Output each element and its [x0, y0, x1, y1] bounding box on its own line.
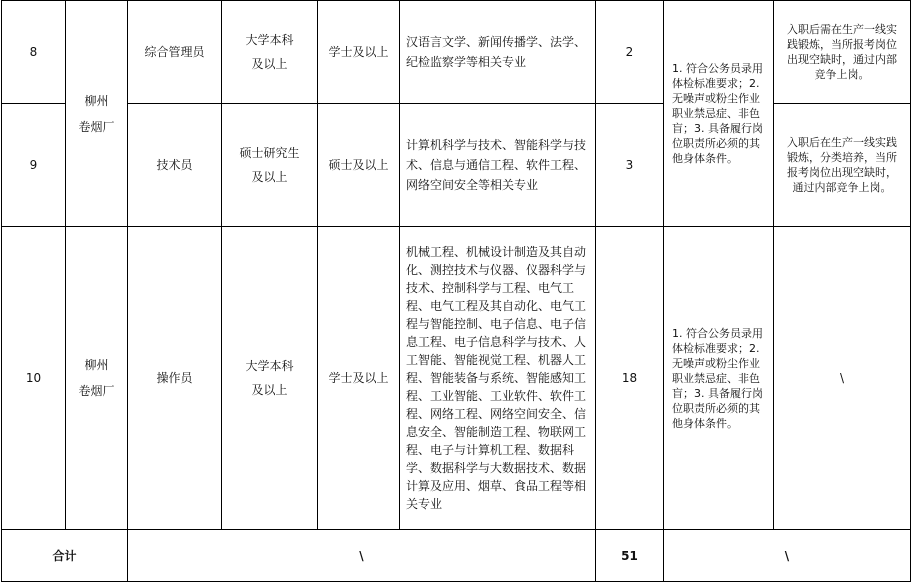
- post-name: 操作员: [128, 227, 222, 530]
- education-requirement: 硕士研究生 及以上: [222, 104, 318, 227]
- total-row: [2, 530, 911, 582]
- major-requirement: 汉语言文学、新闻传播学、法学、纪检监察学等相关专业: [400, 1, 596, 104]
- education-requirement: 大学本科 及以上: [222, 227, 318, 530]
- row-number: 8: [2, 1, 66, 104]
- unit-cell: 柳州 卷烟厂: [66, 1, 128, 227]
- remark: 入职后需在生产一线实践锻炼，当所报考岗位出现空缺时，通过内部竞争上岗。: [774, 1, 911, 104]
- post-name: 综合管理员: [128, 1, 222, 104]
- row-number: 9: [2, 104, 66, 227]
- unit-cell: 柳州 卷烟厂: [66, 227, 128, 530]
- post-name: 技术员: [128, 104, 222, 227]
- degree-requirement: 学士及以上: [318, 227, 400, 530]
- degree-requirement: 硕士及以上: [318, 104, 400, 227]
- hiring-count: 2: [596, 1, 664, 104]
- hiring-count: 3: [596, 104, 664, 227]
- total-rest: \: [664, 530, 911, 582]
- recruitment-table: [1, 0, 911, 582]
- education-requirement: 大学本科 及以上: [222, 1, 318, 104]
- major-requirement: 机械工程、机械设计制造及其自动化、测控技术与仪器、仪器科学与技术、控制科学与工程、电气工程、电气工程及其自动化、电气工程与智能控制、电子信息、电子信息工程、电子信息科学与技术、人工智能、智能视觉工程、机器人工程、智能装备与系统、智能感知工程、工业智能、工业软件、软件工程、网络工程、网络空间安全、信息安全、智能制造工程、物联网工程、电子与计算机工程、数据科学、数据科学与大数据技术、数据计算及应用、烟草、食品工程等相关专业: [400, 227, 596, 530]
- remark: \: [774, 227, 911, 530]
- total-count: 51: [596, 530, 664, 582]
- table-row: [2, 227, 911, 530]
- physical-requirement: 1. 符合公务员录用体检标准要求；2. 无噪声或粉尘作业职业禁忌症、非色盲；3. 具备履行岗位职责所必须的其他身体条件。: [664, 1, 774, 227]
- remark: 入职后在生产一线实践锻炼，分类培养，当所报考岗位出现空缺时，通过内部竞争上岗。: [774, 104, 911, 227]
- total-middle: \: [128, 530, 596, 582]
- physical-requirement: 1. 符合公务员录用体检标准要求；2. 无噪声或粉尘作业职业禁忌症、非色盲；3. 具备履行岗位职责所必须的其他身体条件。: [664, 227, 774, 530]
- table-row: [2, 104, 911, 227]
- hiring-count: 18: [596, 227, 664, 530]
- major-requirement: 计算机科学与技术、智能科学与技术、信息与通信工程、软件工程、网络空间安全等相关专业: [400, 104, 596, 227]
- total-label: 合计: [2, 530, 128, 582]
- table-row: [2, 1, 911, 104]
- row-number: 10: [2, 227, 66, 530]
- degree-requirement: 学士及以上: [318, 1, 400, 104]
